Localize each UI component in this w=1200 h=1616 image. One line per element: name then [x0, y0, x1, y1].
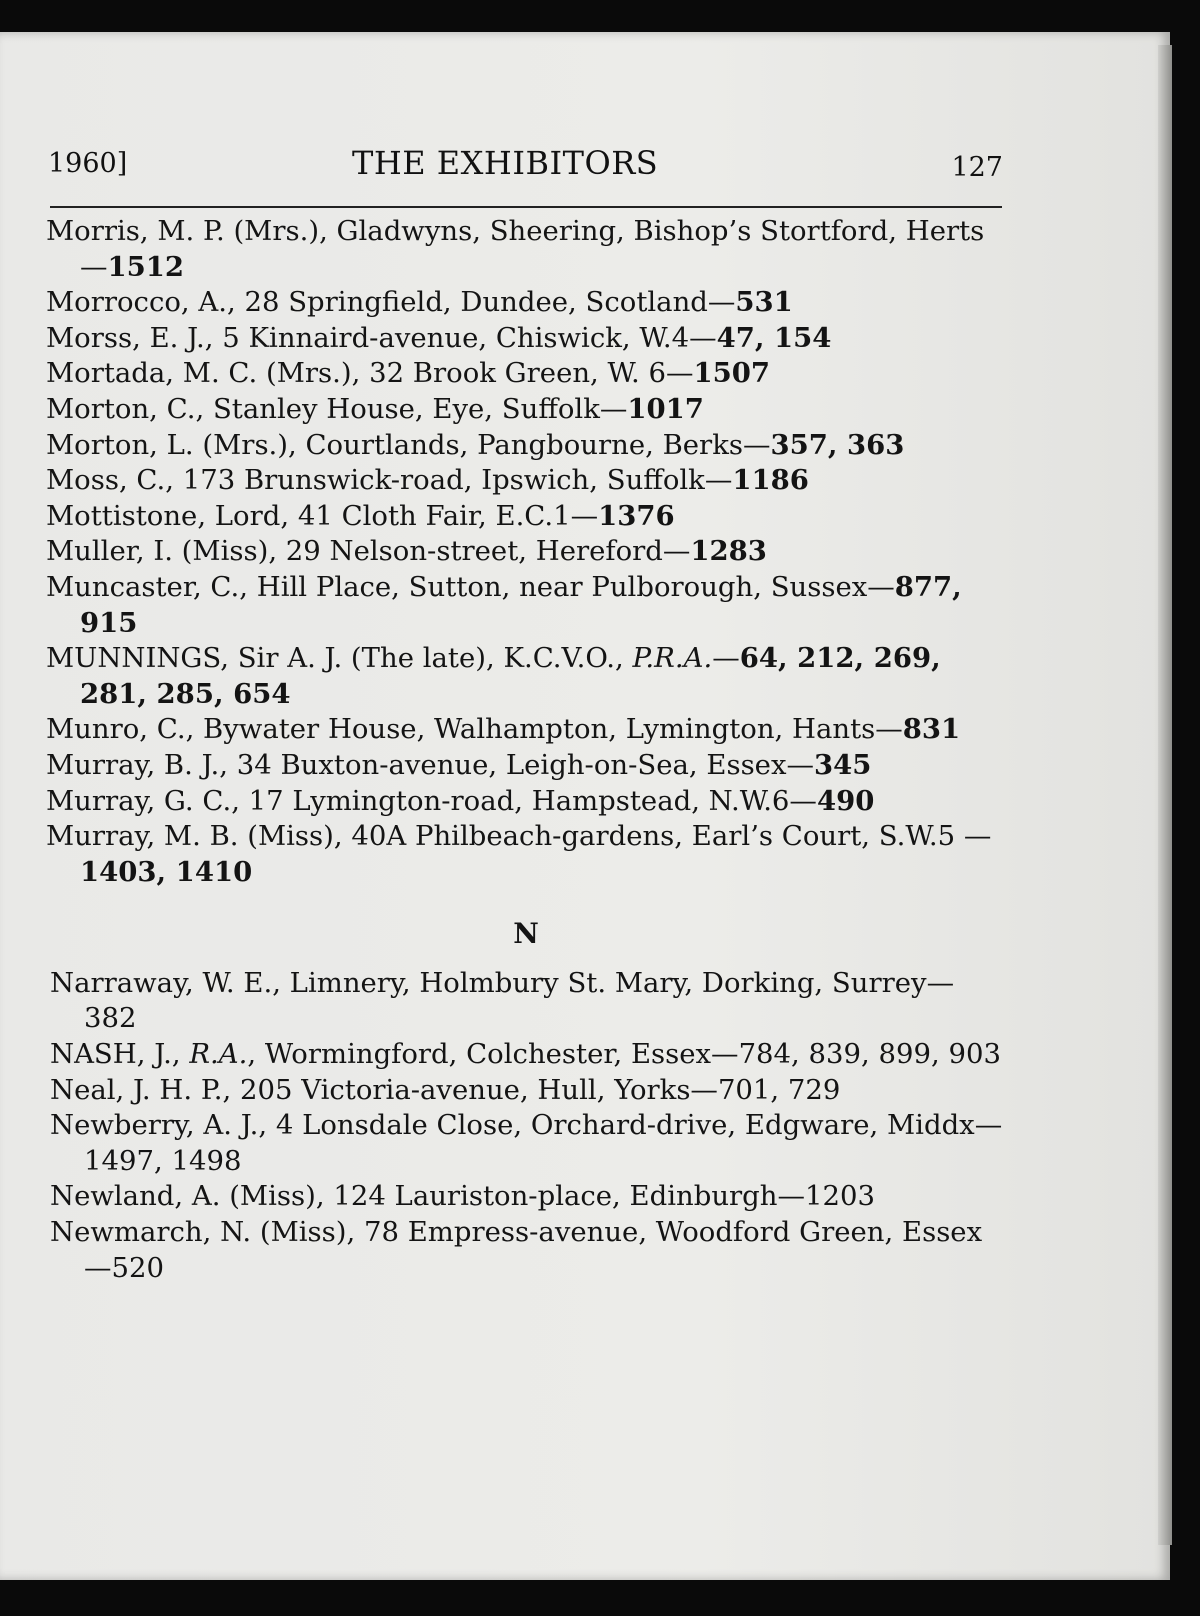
page-title: THE EXHIBITORS: [352, 144, 659, 182]
list-item: Morton, L. (Mrs.), Courtlands, Pangbourne, Berks—357, 363: [46, 428, 905, 461]
list-item: Mottistone, Lord, 41 Cloth Fair, E.C.1—1376: [46, 499, 675, 532]
list-item: NASH, J., R.A., Wormingford, Colchester, Essex—784, 839, 899, 903: [50, 1038, 1001, 1071]
running-header: [48, 144, 1003, 188]
list-item: Morrocco, A., 28 Springfield, Dundee, Scotland—531: [46, 286, 793, 319]
list-item: Newberry, A. J., 4 Lonsdale Close, Orchard-drive, Edgware, Middx—1497, 1498: [50, 1109, 1003, 1177]
list-item: Murray, M. B. (Miss), 40A Philbeach-gardens, Earl’s Court, S.W.5 —1403, 1410: [46, 820, 992, 888]
list-item: Murray, B. J., 34 Buxton-avenue, Leigh-on-Sea, Essex—345: [46, 748, 872, 781]
list-item: Muncaster, C., Hill Place, Sutton, near Pulborough, Sussex—877, 915: [46, 570, 962, 639]
exhibitor-list-n: [50, 966, 1006, 1286]
list-item: Morton, C., Stanley House, Eye, Suffolk—1017: [46, 392, 704, 425]
list-item: Muller, I. (Miss), 29 Nelson-street, Hereford—1283: [46, 535, 767, 568]
page-number: 127: [951, 152, 1003, 183]
header-rule: [50, 206, 1002, 208]
list-item: Newland, A. (Miss), 124 Lauriston-place, Edinburgh—1203: [50, 1180, 876, 1213]
section-letter: N: [513, 917, 539, 951]
list-item: Morris, M. P. (Mrs.), Gladwyns, Sheering, Bishop’s Stortford, Herts—1512: [46, 215, 985, 283]
list-item: Narraway, W. E., Limnery, Holmbury St. Mary, Dorking, Surrey—382: [50, 966, 955, 1035]
header-year: 1960]: [48, 148, 128, 179]
list-item: Murray, G. C., 17 Lymington-road, Hampstead, N.W.6—490: [46, 784, 875, 817]
list-item: Morss, E. J., 5 Kinnaird-avenue, Chiswick, W.4—47, 154: [46, 321, 832, 354]
exhibitor-list: [46, 214, 1006, 1286]
list-item: Moss, C., 173 Brunswick-road, Ipswich, Suffolk—1186: [46, 464, 809, 497]
list-item: Mortada, M. C. (Mrs.), 32 Brook Green, W. 6—1507: [46, 357, 771, 390]
list-item: Munro, C., Bywater House, Walhampton, Lymington, Hants—831: [46, 713, 961, 746]
list-item: Newmarch, N. (Miss), 78 Empress-avenue, Woodford Green, Essex—520: [50, 1216, 983, 1284]
list-item: MUNNINGS, Sir A. J. (The late), K.C.V.O., P.R.A.—64, 212, 269, 281, 285, 654: [46, 642, 941, 710]
list-item: Neal, J. H. P., 205 Victoria-avenue, Hull, Yorks—701, 729: [50, 1073, 841, 1106]
page-edge: [1158, 45, 1172, 1545]
